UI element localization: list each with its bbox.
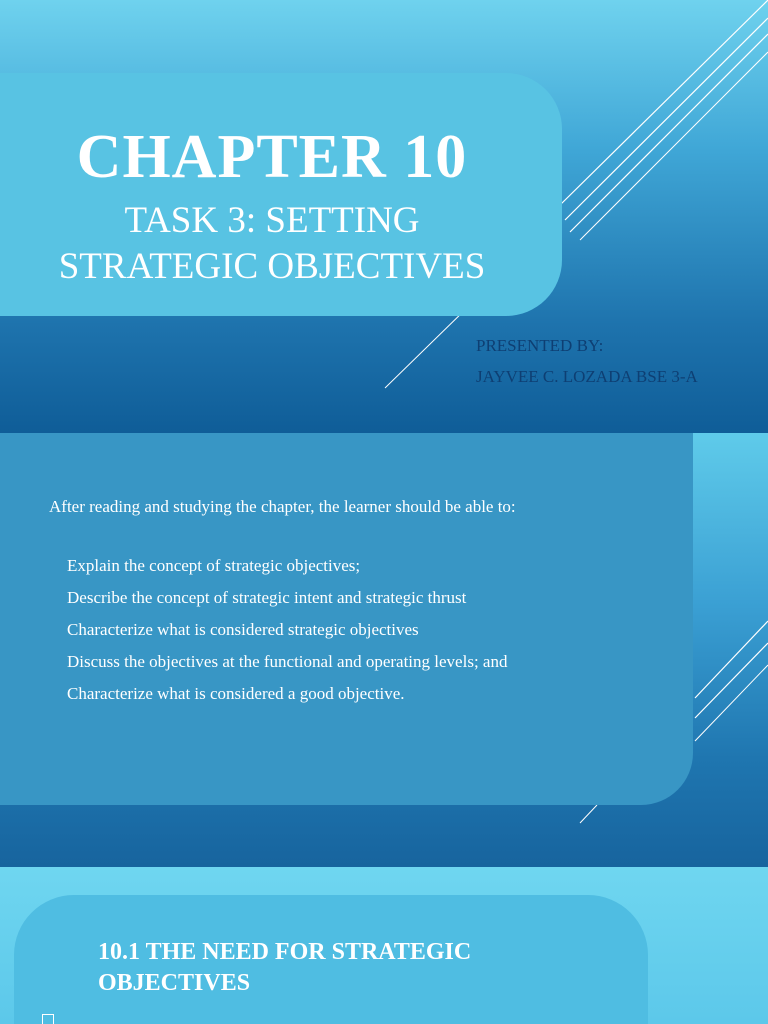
objective-text: Characterize what is considered a good objective. — [67, 684, 405, 703]
deco-line — [580, 52, 768, 240]
section-title — [98, 937, 578, 999]
section-title-line2: OBJECTIVES — [98, 970, 251, 996]
task-title-line1: TASK 3: SETTING — [124, 200, 420, 241]
deco-line — [580, 805, 597, 823]
list-item — [49, 588, 507, 620]
chapter-title: CHAPTER 10 — [76, 123, 468, 191]
deco-line — [695, 621, 768, 698]
list-item — [49, 652, 507, 684]
objective-text: Describe the concept of strategic intent and strategic thrust — [67, 588, 467, 607]
deco-line — [570, 34, 768, 232]
deco-line — [560, 0, 768, 205]
deco-line — [385, 305, 470, 388]
task-title — [0, 198, 544, 290]
section-slide — [0, 867, 768, 1024]
deco-line — [565, 18, 768, 220]
presenter-name: JAYVEE C. LOZADA BSE 3-A — [476, 367, 698, 386]
objective-text: Explain the concept of strategic objectives; — [67, 556, 361, 575]
objectives-list — [49, 556, 507, 716]
title-slide — [0, 0, 768, 433]
presented-by-label: PRESENTED BY: — [476, 336, 604, 355]
objectives-slide — [0, 433, 768, 867]
list-item — [49, 620, 507, 652]
list-item — [49, 684, 507, 716]
list-item — [49, 556, 507, 588]
bullet-icon — [42, 1014, 54, 1024]
objective-text: Discuss the objectives at the functional and operating levels; and — [67, 652, 508, 671]
section-title-line1: 10.1 THE NEED FOR STRATEGIC — [98, 939, 472, 965]
objective-text: Characterize what is considered strategic objectives — [67, 620, 419, 639]
deco-line — [695, 665, 768, 741]
deco-line — [695, 643, 768, 718]
task-title-line2: STRATEGIC OBJECTIVES — [58, 246, 486, 287]
objectives-intro: After reading and studying the chapter, the learner should be able to: — [49, 497, 516, 516]
